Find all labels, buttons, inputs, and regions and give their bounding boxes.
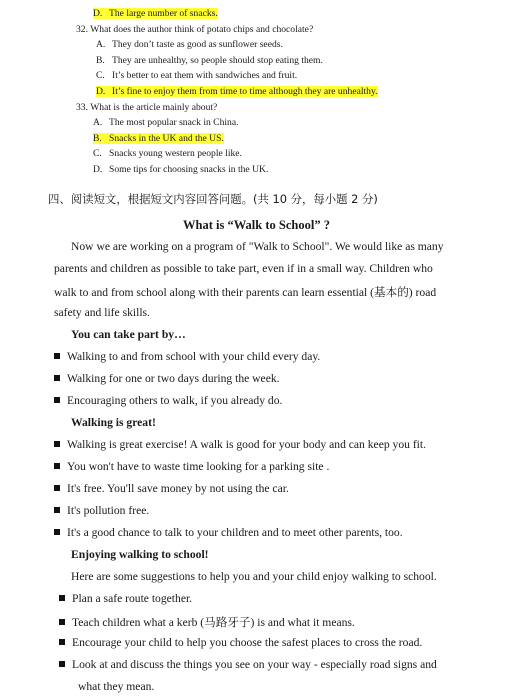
bullet-square-icon <box>54 375 60 381</box>
part3-bullet-2: Teach children what a kerb (马路牙子) is and what it means. <box>59 614 355 630</box>
intro-line-1: Now we are working on a program of "Walk to School". We would like as many <box>71 240 444 253</box>
q32-stem: 32. What does the author think of potato chips and chocolate? <box>76 24 314 35</box>
part3-bullet-3: Encourage your child to help you choose the safest places to cross the road. <box>59 636 422 649</box>
bullet-square-icon <box>54 397 60 403</box>
q31-option-d: D. The large number of snacks. <box>93 8 218 19</box>
part2-heading: Walking is great! <box>71 416 156 429</box>
part2-bullet-3: It's free. You'll save money by not using the car. <box>54 482 289 495</box>
intro-line-4: safety and life skills. <box>54 306 150 319</box>
part3-bullet-4: Look at and discuss the things you see on your way - especially road signs and <box>59 658 437 671</box>
bullet-square-icon <box>54 485 60 491</box>
q33-option-d: D. Some tips for choosing snacks in the UK. <box>93 164 269 175</box>
part2-bullet-5: It's a good chance to talk to your children and to meet other parents, too. <box>54 526 403 539</box>
article-title: What is “Walk to School” ? <box>183 218 330 232</box>
bullet-square-icon <box>59 619 65 625</box>
part2-bullet-2: You won't have to waste time looking for a parking site . <box>54 460 329 473</box>
bullet-square-icon <box>54 353 60 359</box>
q32-option-a: A. They don’t taste as good as sunflower seeds. <box>96 39 283 50</box>
q33-option-b: B. Snacks in the UK and the US. <box>93 133 224 144</box>
bullet-square-icon <box>54 529 60 535</box>
part1-bullet-1: Walking to and from school with your child every day. <box>54 350 320 363</box>
part2-bullet-1: Walking is great exercise! A walk is good for your body and can keep you fit. <box>54 438 426 451</box>
q33-option-c: C. Snacks young western people like. <box>93 148 242 159</box>
part1-bullet-2: Walking for one or two days during the week. <box>54 372 280 385</box>
intro-line-2: parents and children as possible to take part, even if in a small way. Children who <box>54 262 433 275</box>
bullet-square-icon <box>54 441 60 447</box>
part3-bullet-1: Plan a safe route together. <box>59 592 192 605</box>
section-heading: 四、阅读短文，根据短文内容回答问题。(共 10 分，每小题 2 分) <box>48 192 378 206</box>
part3-bullet-4-continuation: what they mean. <box>78 680 155 693</box>
bullet-square-icon <box>59 639 65 645</box>
part1-heading: You can take part by… <box>71 328 186 341</box>
q33-stem: 33. What is the article mainly about? <box>76 102 218 113</box>
q32-option-c: C. It’s better to eat them with sandwiches and fruit. <box>96 70 298 81</box>
bullet-square-icon <box>59 661 65 667</box>
bullet-square-icon <box>54 463 60 469</box>
bullet-square-icon <box>59 595 65 601</box>
q32-option-d: D. It’s fine to enjoy them from time to time although they are unhealthy. <box>96 86 378 97</box>
part3-intro: Here are some suggestions to help you and your child enjoy walking to school. <box>71 570 437 583</box>
bullet-square-icon <box>54 507 60 513</box>
q33-option-a: A. The most popular snack in China. <box>93 117 239 128</box>
part3-heading: Enjoying walking to school! <box>71 548 209 561</box>
part1-bullet-3: Encouraging others to walk, if you already do. <box>54 394 282 407</box>
q32-option-b: B. They are unhealthy, so people should stop eating them. <box>96 55 323 66</box>
intro-line-3: walk to and from school along with their parents can learn essential (基本的) road <box>54 286 437 299</box>
part2-bullet-4: It's pollution free. <box>54 504 149 517</box>
